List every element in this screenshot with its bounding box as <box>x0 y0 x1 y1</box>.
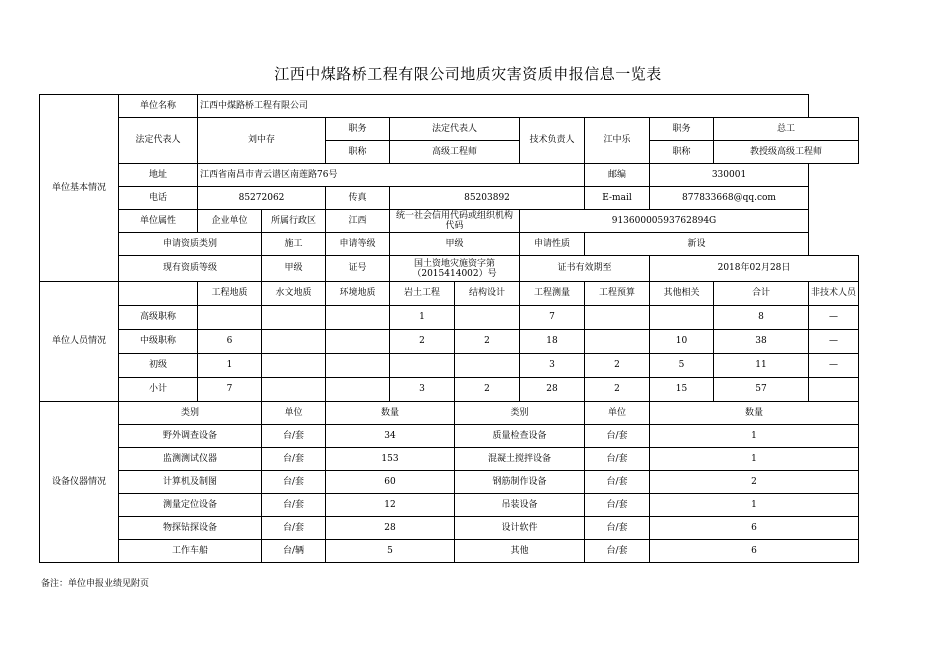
equip-category: 计算机及制图 <box>119 471 262 494</box>
staff-cell: 11 <box>714 354 809 378</box>
staff-cell <box>455 306 520 330</box>
staff-cell: 2 <box>455 330 520 354</box>
equip-category: 设计软件 <box>455 517 585 540</box>
staff-cell <box>809 378 859 402</box>
equip-category: 钢筋制作设备 <box>455 471 585 494</box>
equip-category: 野外调查设备 <box>119 425 262 448</box>
equip-qty: 153 <box>326 448 455 471</box>
staff-col-header: 水文地质 <box>262 282 326 306</box>
equip-unit: 台/套 <box>585 494 650 517</box>
equip-category: 物探钻探设备 <box>119 517 262 540</box>
region-value: 江西 <box>326 210 390 233</box>
staff-cell: — <box>809 354 859 378</box>
section-label-basic: 单位基本情况 <box>40 95 119 282</box>
equip-qty: 1 <box>650 494 859 517</box>
staff-col-header: 工程测量 <box>520 282 585 306</box>
cert-no-value: 国土资地灾施资字第（2015414002）号 <box>390 256 520 282</box>
staff-cell <box>390 354 455 378</box>
staff-col-header: 其他相关 <box>650 282 714 306</box>
tech-head-value: 江中乐 <box>585 118 650 164</box>
staff-cell <box>262 354 326 378</box>
staff-row-label: 初级 <box>119 354 198 378</box>
unit-name-label: 单位名称 <box>119 95 198 118</box>
equip-col-header: 类别 <box>119 402 262 425</box>
unit-name-value: 江西中煤路桥工程有限公司 <box>198 95 809 118</box>
staff-cell <box>455 354 520 378</box>
staff-cell <box>326 378 390 402</box>
current-level-label: 现有资质等级 <box>119 256 262 282</box>
staff-cell: 57 <box>714 378 809 402</box>
title-value: 高级工程师 <box>390 141 520 164</box>
staff-cell <box>585 306 650 330</box>
staff-col-header: 结构设计 <box>455 282 520 306</box>
cert-valid-value: 2018年02月28日 <box>650 256 859 282</box>
attr-value: 企业单位 <box>198 210 262 233</box>
table-row <box>40 448 859 471</box>
staff-cell: — <box>809 306 859 330</box>
staff-col-header: 工程预算 <box>585 282 650 306</box>
fax-label: 传真 <box>326 187 390 210</box>
staff-cell: 38 <box>714 330 809 354</box>
table-row <box>40 378 859 402</box>
staff-row-label: 小计 <box>119 378 198 402</box>
equip-category: 混凝土搅拌设备 <box>455 448 585 471</box>
address-label: 地址 <box>119 164 198 187</box>
position-label: 职务 <box>650 118 714 141</box>
staff-cell: 2 <box>455 378 520 402</box>
equip-unit: 台/套 <box>585 517 650 540</box>
equip-unit: 台/套 <box>262 448 326 471</box>
cert-no-label: 证号 <box>326 256 390 282</box>
apply-type-label: 申请资质类别 <box>119 233 262 256</box>
staff-row-label: 高级职称 <box>119 306 198 330</box>
equip-unit: 台/套 <box>585 540 650 563</box>
equip-qty: 2 <box>650 471 859 494</box>
equip-unit: 台/套 <box>585 471 650 494</box>
equip-col-header: 数量 <box>650 402 859 425</box>
apply-nature-value: 新设 <box>585 233 809 256</box>
staff-cell <box>326 354 390 378</box>
equip-col-header: 类别 <box>455 402 585 425</box>
apply-level-value: 甲级 <box>390 233 520 256</box>
equip-qty: 1 <box>650 448 859 471</box>
equip-unit: 台/辆 <box>262 540 326 563</box>
staff-cell: 5 <box>650 354 714 378</box>
equip-qty: 12 <box>326 494 455 517</box>
tech-head-label: 技术负责人 <box>520 118 585 164</box>
section-label-staff: 单位人员情况 <box>40 282 119 402</box>
cert-valid-label: 证书有效期至 <box>520 256 650 282</box>
equip-qty: 6 <box>650 517 859 540</box>
staff-cell: 1 <box>390 306 455 330</box>
staff-cell: 2 <box>390 330 455 354</box>
staff-cell: 3 <box>390 378 455 402</box>
table-row <box>40 425 859 448</box>
equip-qty: 34 <box>326 425 455 448</box>
equip-category: 工作车船 <box>119 540 262 563</box>
info-table <box>39 94 859 563</box>
title-label: 职称 <box>650 141 714 164</box>
page-title: 江西中煤路桥工程有限公司地质灾害资质申报信息一览表 <box>274 65 662 83</box>
equip-category: 吊装设备 <box>455 494 585 517</box>
current-level-value: 甲级 <box>262 256 326 282</box>
email-value: 877833668@qq.com <box>650 187 809 210</box>
equip-category: 质量检查设备 <box>455 425 585 448</box>
equip-col-header: 数量 <box>326 402 455 425</box>
staff-cell <box>198 306 262 330</box>
email-label: E-mail <box>585 187 650 210</box>
staff-cell: 1 <box>198 354 262 378</box>
staff-cell <box>262 330 326 354</box>
staff-cell: 7 <box>198 378 262 402</box>
equip-category: 其他 <box>455 540 585 563</box>
postcode-value: 330001 <box>650 164 809 187</box>
staff-cell: 2 <box>585 354 650 378</box>
equip-unit: 台/套 <box>585 425 650 448</box>
table-row <box>40 354 859 378</box>
table-row <box>40 540 859 563</box>
equip-col-header: 单位 <box>262 402 326 425</box>
fax-value: 85203892 <box>390 187 585 210</box>
staff-cell <box>326 306 390 330</box>
title-value: 教授级高级工程师 <box>714 141 859 164</box>
staff-cell: 18 <box>520 330 585 354</box>
staff-cell: 8 <box>714 306 809 330</box>
staff-cell: 10 <box>650 330 714 354</box>
equip-qty: 6 <box>650 540 859 563</box>
table-row <box>40 517 859 540</box>
staff-cell: 3 <box>520 354 585 378</box>
equip-unit: 台/套 <box>585 448 650 471</box>
staff-cell: 28 <box>520 378 585 402</box>
apply-level-label: 申请等级 <box>326 233 390 256</box>
equip-unit: 台/套 <box>262 471 326 494</box>
credit-code-value: 91360000593762894G <box>520 210 809 233</box>
staff-col-header: 环境地质 <box>326 282 390 306</box>
apply-nature-label: 申请性质 <box>520 233 585 256</box>
footnote: 备注：单位申报业绩见附页 <box>41 579 150 589</box>
equip-qty: 60 <box>326 471 455 494</box>
table-row <box>40 471 859 494</box>
equip-category: 测量定位设备 <box>119 494 262 517</box>
phone-value: 85272062 <box>198 187 326 210</box>
legal-rep-label: 法定代表人 <box>119 118 198 164</box>
staff-col-header: 非技术人员 <box>809 282 859 306</box>
position-value: 总工 <box>714 118 859 141</box>
equip-qty: 5 <box>326 540 455 563</box>
table-row <box>40 330 859 354</box>
region-label: 所属行政区 <box>262 210 326 233</box>
equip-unit: 台/套 <box>262 494 326 517</box>
staff-col-header: 岩土工程 <box>390 282 455 306</box>
postcode-label: 邮编 <box>585 164 650 187</box>
staff-cell: 7 <box>520 306 585 330</box>
credit-code-label: 统一社会信用代码或组织机构代码 <box>390 210 520 233</box>
equip-unit: 台/套 <box>262 425 326 448</box>
equip-qty: 1 <box>650 425 859 448</box>
title-label: 职称 <box>326 141 390 164</box>
staff-cell <box>326 330 390 354</box>
staff-row-label: 中级职称 <box>119 330 198 354</box>
staff-header-corner <box>119 282 198 306</box>
staff-cell <box>585 330 650 354</box>
equip-qty: 28 <box>326 517 455 540</box>
phone-label: 电话 <box>119 187 198 210</box>
position-label: 职务 <box>326 118 390 141</box>
staff-cell <box>262 378 326 402</box>
staff-col-header: 工程地质 <box>198 282 262 306</box>
staff-cell: 15 <box>650 378 714 402</box>
attr-label: 单位属性 <box>119 210 198 233</box>
legal-rep-value: 刘中存 <box>198 118 326 164</box>
equip-category: 监测测试仪器 <box>119 448 262 471</box>
staff-col-header: 合计 <box>714 282 809 306</box>
address-value: 江西省南昌市青云谱区南莲路76号 <box>198 164 585 187</box>
section-label-equipment: 设备仪器情况 <box>40 402 119 563</box>
staff-cell <box>650 306 714 330</box>
equip-unit: 台/套 <box>262 517 326 540</box>
staff-cell <box>262 306 326 330</box>
staff-cell: 6 <box>198 330 262 354</box>
staff-cell: 2 <box>585 378 650 402</box>
equip-col-header: 单位 <box>585 402 650 425</box>
staff-cell: — <box>809 330 859 354</box>
apply-type-value: 施工 <box>262 233 326 256</box>
table-row <box>40 306 859 330</box>
position-value: 法定代表人 <box>390 118 520 141</box>
table-row <box>40 494 859 517</box>
